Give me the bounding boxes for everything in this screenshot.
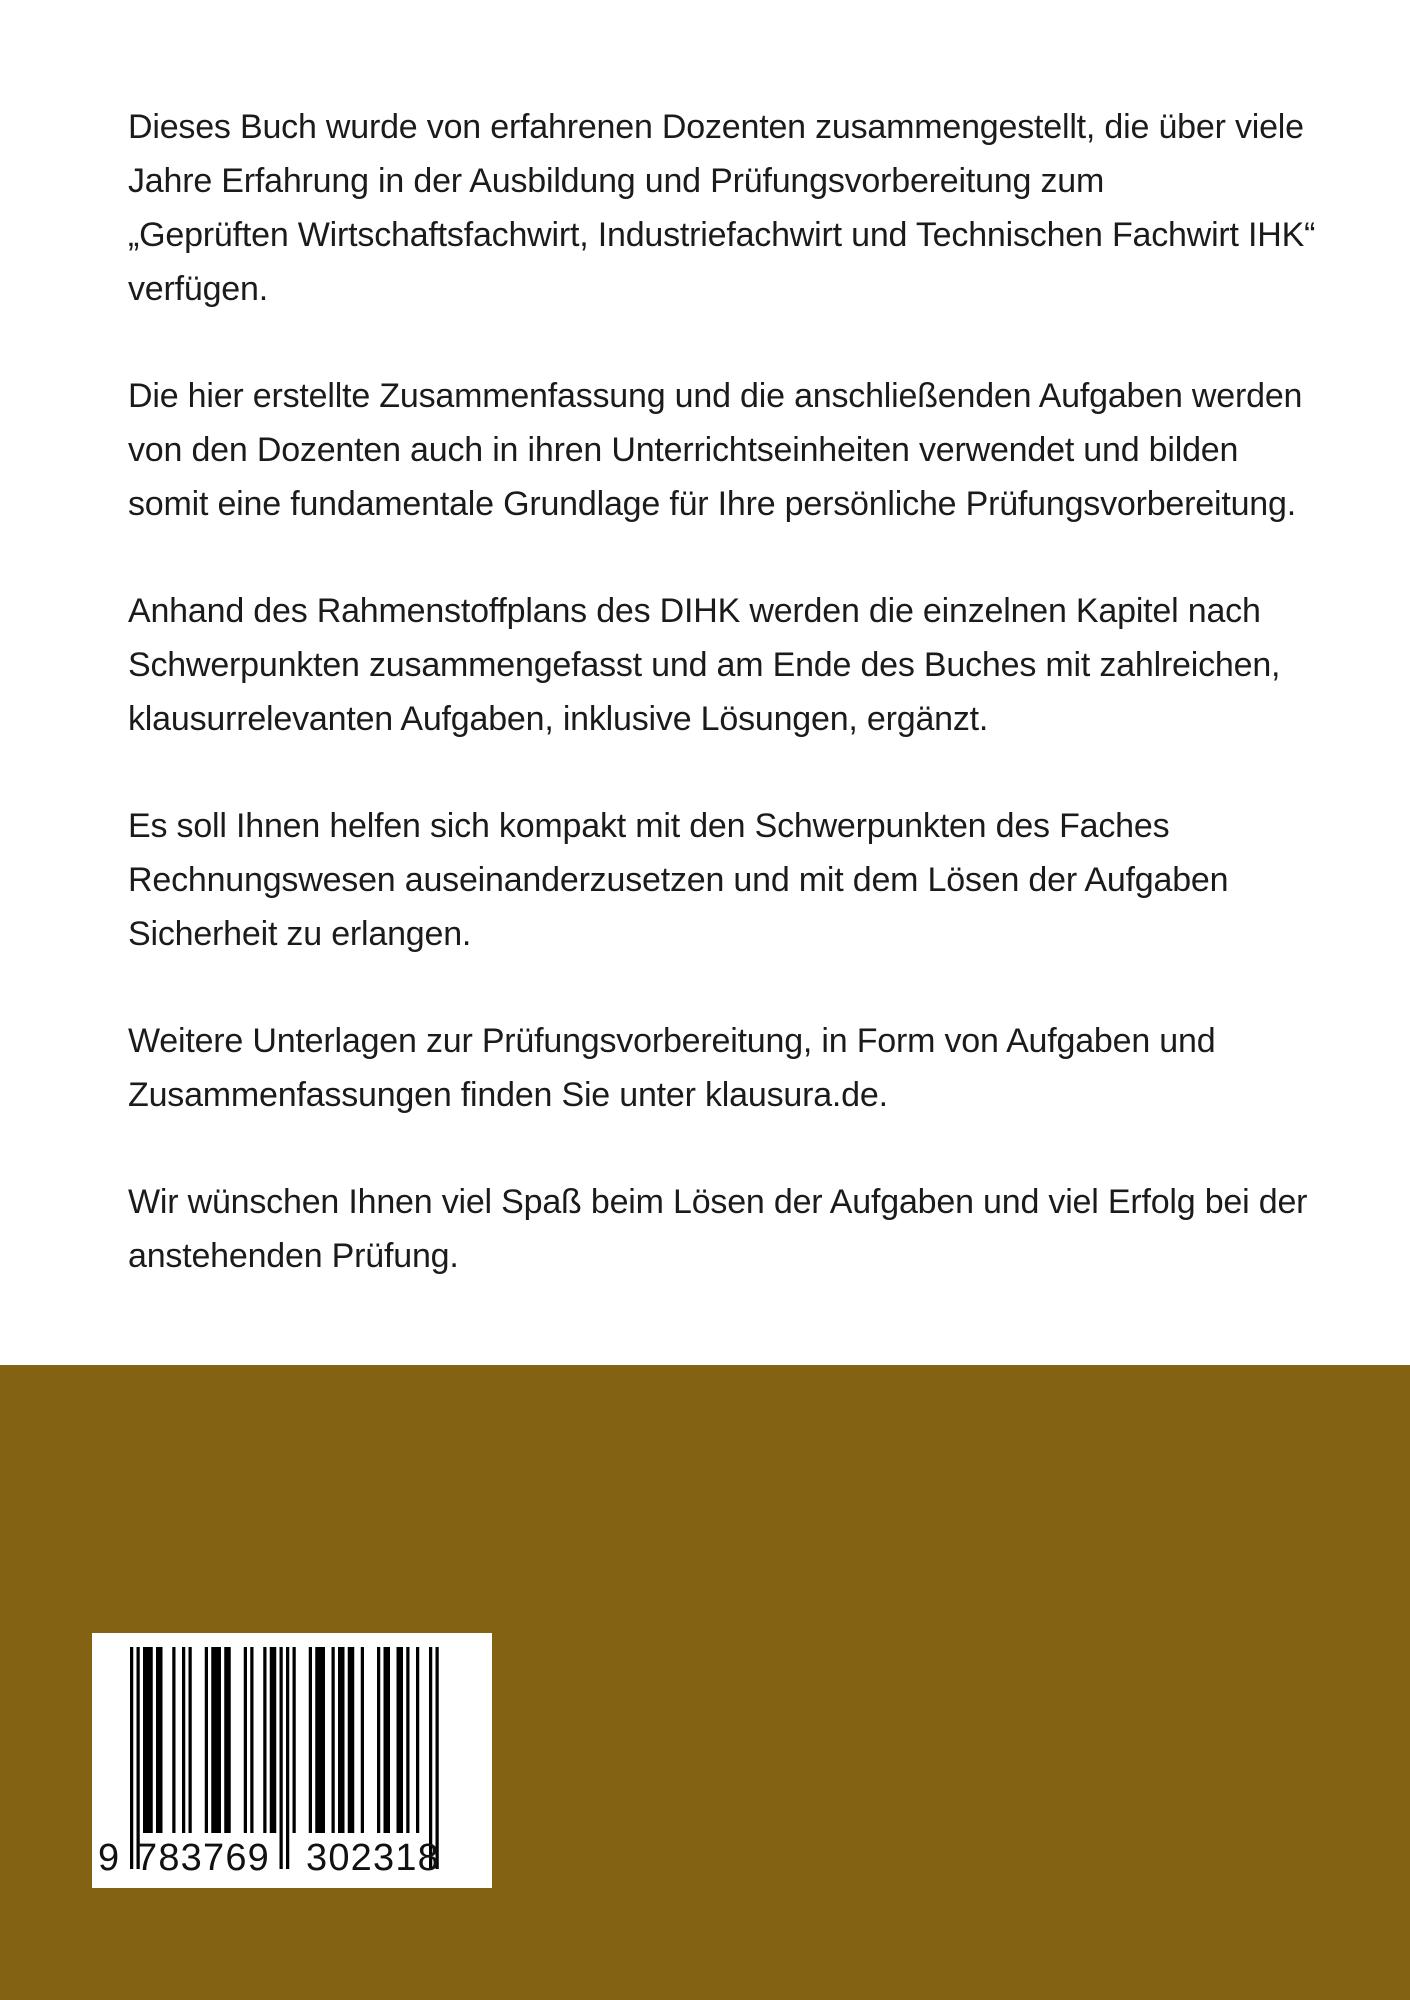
barcode-bar	[384, 1647, 391, 1833]
text-line: Anhand des Rahmenstoffplans des DIHK werden die einzelnen Kapitel nach	[128, 592, 1261, 630]
barcode-bar	[244, 1647, 247, 1833]
barcode-bar	[309, 1647, 312, 1833]
isbn-digits	[92, 1834, 492, 1882]
barcode-bar	[189, 1647, 192, 1833]
barcode-bar	[143, 1647, 153, 1833]
text-line: Es soll Ihnen helfen sich kompakt mit den Schwerpunkten des Faches	[128, 807, 1170, 845]
isbn-left-group: 783769	[136, 1837, 271, 1879]
paragraph-closing-wishes	[128, 1175, 1358, 1283]
barcode-bar	[224, 1647, 231, 1833]
barcode-bar	[156, 1647, 163, 1833]
barcode-bar	[416, 1647, 419, 1833]
text-line: anstehenden Prüfung.	[128, 1237, 459, 1275]
barcode-bar	[263, 1647, 266, 1833]
barcode-bar	[397, 1647, 404, 1833]
barcode-bar	[270, 1647, 277, 1833]
barcode-bar	[182, 1647, 185, 1833]
text-line: Wir wünschen Ihnen viel Spaß beim Lösen der Aufgaben und viel Erfolg bei der	[128, 1183, 1308, 1221]
text-line: Sicherheit zu erlangen.	[128, 915, 472, 953]
text-line: klausurrelevanten Aufgaben, inklusive Lösungen, ergänzt.	[128, 700, 989, 738]
paragraph-authors	[128, 100, 1358, 316]
text-line: verfügen.	[128, 270, 268, 308]
paragraph-structure	[128, 584, 1358, 746]
barcode-bar	[406, 1647, 409, 1833]
barcode-bar	[338, 1647, 345, 1833]
text-line: von den Dozenten auch in ihren Unterrichtseinheiten verwendet und bilden	[128, 431, 1239, 469]
isbn-right-group: 302318	[306, 1837, 441, 1879]
barcode-bar	[361, 1647, 364, 1833]
barcode-bar	[211, 1647, 221, 1833]
barcode-bar	[332, 1647, 335, 1833]
barcode-bar	[293, 1647, 296, 1833]
isbn-barcode	[92, 1633, 492, 1888]
paragraph-summary-usage	[128, 369, 1358, 531]
paragraph-further-material	[128, 1014, 1358, 1122]
text-line: „Geprüften Wirtschaftsfachwirt, Industriefachwirt und Technischen Fachwirt IHK“	[128, 216, 1316, 254]
text-line: Weitere Unterlagen zur Prüfungsvorbereitung, in Form von Aufgaben und	[128, 1022, 1216, 1060]
isbn-lead-digit: 9	[98, 1837, 120, 1879]
barcode-bar	[348, 1647, 355, 1833]
text-line: Dieses Buch wurde von erfahrenen Dozenten zusammengestellt, die über viele	[128, 108, 1304, 146]
barcode-bar	[377, 1647, 380, 1833]
back-cover-text	[128, 100, 1358, 1283]
text-line: Jahre Erfahrung in der Ausbildung und Prüfungsvorbereitung zum	[128, 162, 1105, 200]
text-line: Rechnungswesen auseinanderzusetzen und mit dem Lösen der Aufgaben	[128, 861, 1229, 899]
text-line: somit eine fundamentale Grundlage für Ihre persönliche Prüfungsvorbereitung.	[128, 485, 1296, 523]
text-line: Zusammenfassungen finden Sie unter klausura.de.	[128, 1076, 888, 1114]
paragraph-purpose	[128, 799, 1358, 961]
text-line: Schwerpunkten zusammengefasst und am Ende des Buches mit zahlreichen,	[128, 646, 1281, 684]
barcode-bar	[172, 1647, 175, 1833]
barcode-bar	[315, 1647, 325, 1833]
barcode-bar	[205, 1647, 208, 1833]
text-line: Die hier erstellte Zusammenfassung und die anschließenden Aufgaben werden	[128, 377, 1303, 415]
barcode-bar	[250, 1647, 253, 1833]
